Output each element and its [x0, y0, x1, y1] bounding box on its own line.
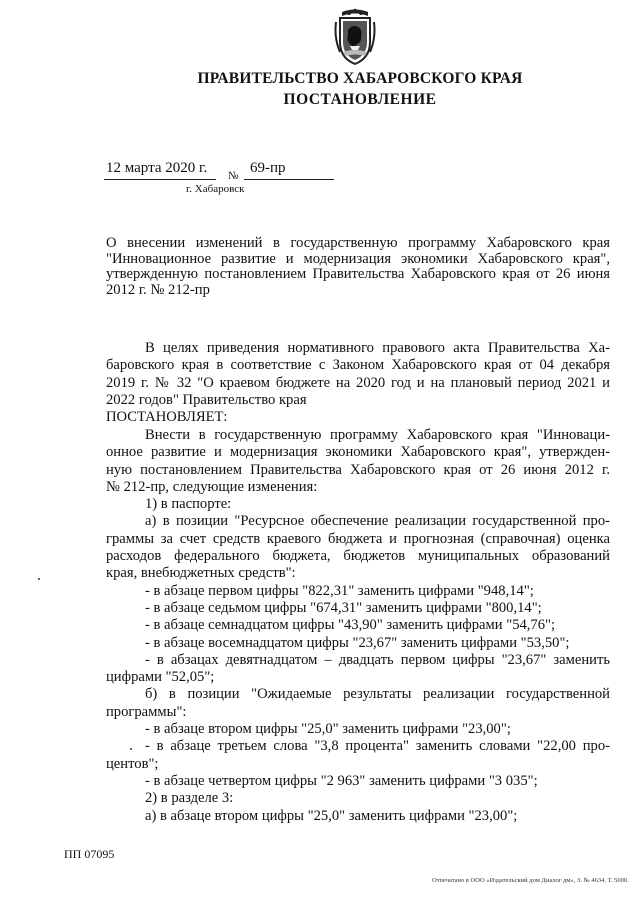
scan-speck	[38, 578, 40, 580]
body-line: - в абзацах девятнадцатом – двадцать первом цифры "23,67" заменить	[145, 651, 610, 668]
resolves-heading: ПОСТАНОВЛЯЕТ:	[106, 409, 228, 426]
preamble-line: 2022 годов" Правительство края	[106, 391, 307, 408]
body-line: - в абзаце восемнадцатом цифры "23,67" заменить цифрами "53,50";	[145, 634, 570, 651]
number-sign: №	[228, 170, 239, 182]
preamble-line: баровского края в соответствие с Законом Хабаровского края от 04 декабря	[106, 357, 610, 374]
body-line: ную постановлением Правительства Хабаровского края от 26 июня 2012 г.	[106, 461, 610, 478]
body-line: б) в позиции "Ожидаемые результаты реализации государственной	[145, 686, 610, 703]
body-line: граммы за счет средств краевого бюджета и прогнозная (справочная) оценка	[106, 530, 610, 547]
preamble-line: 2019 г. № 32 "О краевом бюджете на 2020 год и на плановый период 2021 и	[106, 374, 610, 391]
body-line: онное развитие и модернизация экономики Хабаровского края", утвержден-	[106, 444, 610, 461]
body-line: а) в абзаце втором цифры "25,0" заменить цифрами "23,00";	[145, 807, 518, 824]
document-number: 69-пр	[250, 160, 286, 176]
document-type-title: ПОСТАНОВЛЕНИЕ	[283, 91, 437, 108]
body-line: - в абзаце четвертом цифры "2 963" заменить цифрами "3 035";	[145, 772, 538, 789]
subject-line: 2012 г. № 212-пр	[106, 281, 210, 298]
body-line: № 212-пр, следующие изменения:	[106, 478, 318, 495]
document-code: ПП 07095	[64, 847, 115, 861]
body-line: центов";	[106, 755, 159, 772]
body-line: края, внебюджетных средств":	[106, 565, 296, 582]
body-line: программы":	[106, 703, 187, 720]
body-line: расходов федерального бюджета, бюджетов муниципальных образований	[106, 548, 610, 565]
document-city: г. Хабаровск	[186, 183, 245, 195]
subject-line: утвержденную постановлением Правительства Хабаровского края от 26 июня	[106, 266, 610, 282]
body-line: - в абзаце семнадцатом цифры "43,90" заменить цифрами "54,76";	[145, 617, 556, 634]
body-line: а) в позиции "Ресурсное обеспечение реализации государственной про-	[145, 513, 610, 530]
date-underline	[104, 179, 216, 180]
body-line: цифрами "52,05";	[106, 669, 215, 686]
government-title: ПРАВИТЕЛЬСТВО ХАБАРОВСКОГО КРАЯ	[197, 70, 523, 87]
body-line: 2) в разделе 3:	[145, 790, 234, 807]
printer-imprint: Отпечатано в ООО «Издательский дом Диалог дм», З. № 4634. Т. 5000.	[432, 877, 629, 884]
coat-of-arms-emblem	[328, 8, 382, 68]
body-line: - в абзаце третьем слова "3,8 процента" заменить словами "22,00 про-	[145, 738, 610, 755]
preamble-line: В целях приведения нормативного правового акта Правительства Ха-	[145, 340, 610, 356]
preamble	[106, 340, 610, 426]
scan-speck	[130, 748, 132, 750]
body-line: - в абзаце втором цифры "25,0" заменить цифрами "23,00";	[145, 721, 511, 738]
body-line: - в абзаце первом цифры "822,31" заменить цифрами "948,14";	[145, 582, 534, 599]
document-subject	[106, 236, 610, 298]
body-line: - в абзаце седьмом цифры "674,31" заменить цифрами "800,14";	[145, 599, 542, 616]
document-body	[106, 427, 610, 825]
body-line: 1) в паспорте:	[145, 496, 232, 513]
subject-line: "Инновационное развитие и модернизация экономики Хабаровского края",	[106, 250, 610, 267]
number-underline	[244, 179, 334, 180]
subject-line: О внесении изменений в государственную программу Хабаровского края	[106, 235, 610, 251]
body-line: Внести в государственную программу Хабаровского края "Инноваци-	[145, 427, 610, 443]
document-date: 12 марта 2020 г.	[106, 160, 208, 176]
